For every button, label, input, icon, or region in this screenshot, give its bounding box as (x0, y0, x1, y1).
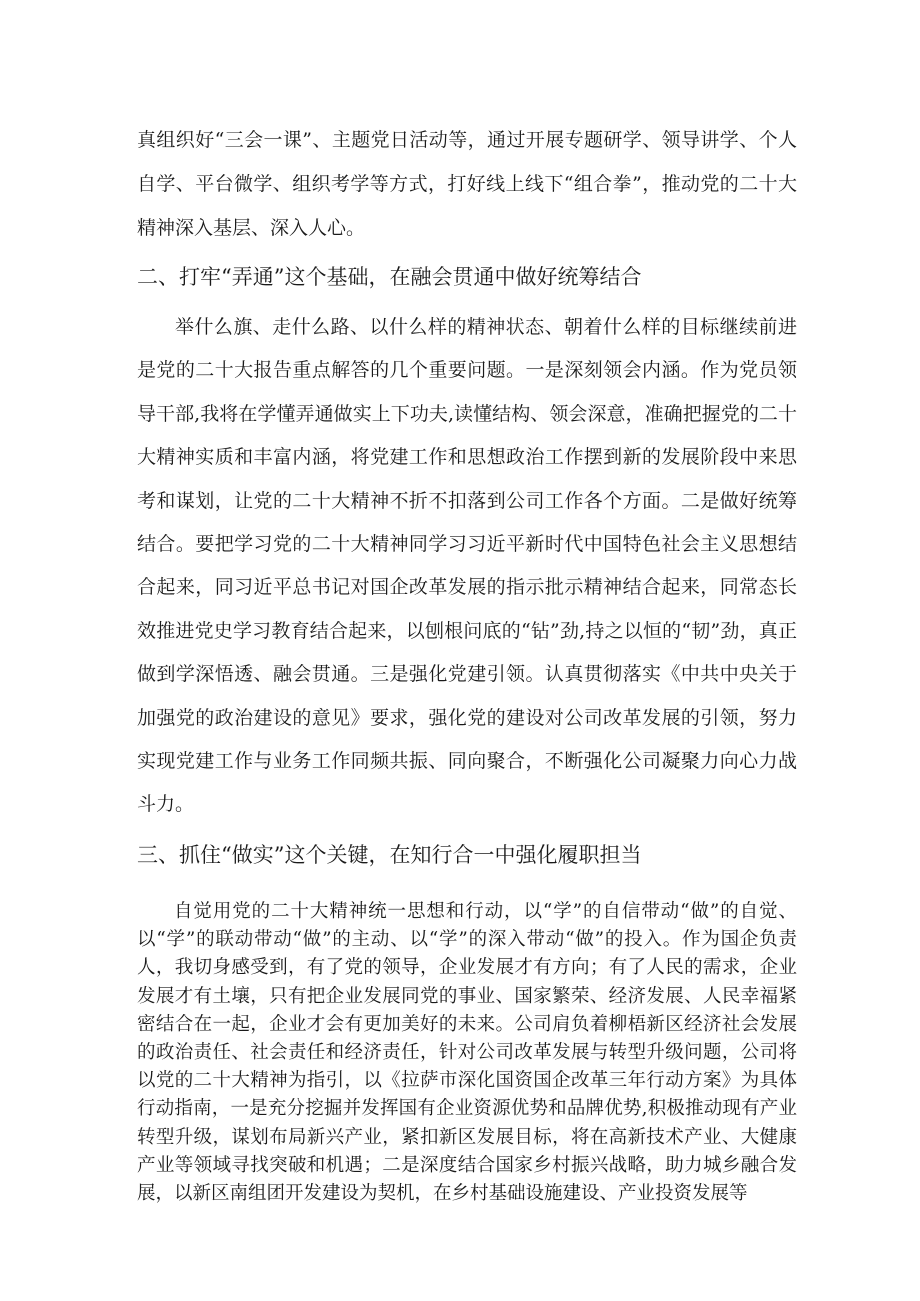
paragraph-continued (137, 118, 797, 250)
paragraph-3 (137, 898, 797, 1208)
section-heading-2-text: 二、打牢“弄通”这个基础，在融会贯通中做好统筹结合 (137, 265, 642, 289)
paragraph-2 (137, 306, 797, 827)
section-heading-3-text: 三、抓住“做实”这个关键，在知行合一中强化履职担当 (137, 843, 642, 867)
paragraph-2-text: 举什么旗、走什么路、以什么样的精神状态、朝着什么样的目标继续前进是党的二十大报告重点解答的几个重要问题。一是深刻领会内涵。作为党员领导干部,我将在学懂弄通做实上下功夫,读懂结构、领会深意，准确把握党的二十大精神实质和丰富内涵，将党建工作和思想政治工作摆到新的发展阶段中来思考和谋划，让党的二十大精神不折不扣落到公司工作各个方面。二是做好统筹结合。要把学习党的二十大精神同学习习近平新时代中国特色社会主义思想结合起来，同习近平总书记对国企改革发展的指示批示精神结合起来，同常态长效推进党史学习教育结合起来，以刨根问底的“钻”劲,持之以恒的“韧”劲，真正做到学深悟透、融会贯通。三是强化党建引领。认真贯彻落实《中共中央关于加强党的政治建设的意见》要求，强化党的建设对公司改革发展的引领，努力实现党建工作与业务工作同频共振、同向聚合，不断强化公司凝聚力向心力战斗力。 (137, 316, 797, 816)
paragraph-3-text: 自觉用党的二十大精神统一思想和行动，以“学”的自信带动“做”的自觉、以“学”的联动带动“做”的主动、以“学”的深入带动“做”的投入。作为国企负责人，我切身感受到，有了党的领导，企业发展才有方向；有了人民的需求，企业发展才有土壤，只有把企业发展同党的事业、国家繁荣、经济发展、人民幸福紧密结合在一起，企业才会有更加美好的未来。公司肩负着柳梧新区经济社会发展的政治责任、社会责任和经济责任，针对公司改革发展与转型升级问题，公司将以党的二十大精神为指引，以《拉萨市深化国资国企改革三年行动方案》为具体行动指南，一是充分挖掘并发挥国有企业资源优势和品牌优势,积极推动现有产业转型升级，谋划布局新兴产业，紧扣新区发展目标，将在高新技术产业、大健康产业等领域寻找突破和机遇；二是深度结合国家乡村振兴战略，助力城乡融合发展，以新区南组团开发建设为契机，在乡村基础设施建设、产业投资发展等 (137, 901, 797, 1205)
paragraph-1-text: 真组织好“三会一课”、主题党日活动等，通过开展专题研学、领导讲学、个人自学、平台微学、组织考学等方式，打好线上线下“组合拳”，推动党的二十大精神深入基层、深入人心。 (137, 129, 797, 239)
section-heading-2 (137, 260, 797, 294)
section-heading-3 (137, 838, 797, 872)
